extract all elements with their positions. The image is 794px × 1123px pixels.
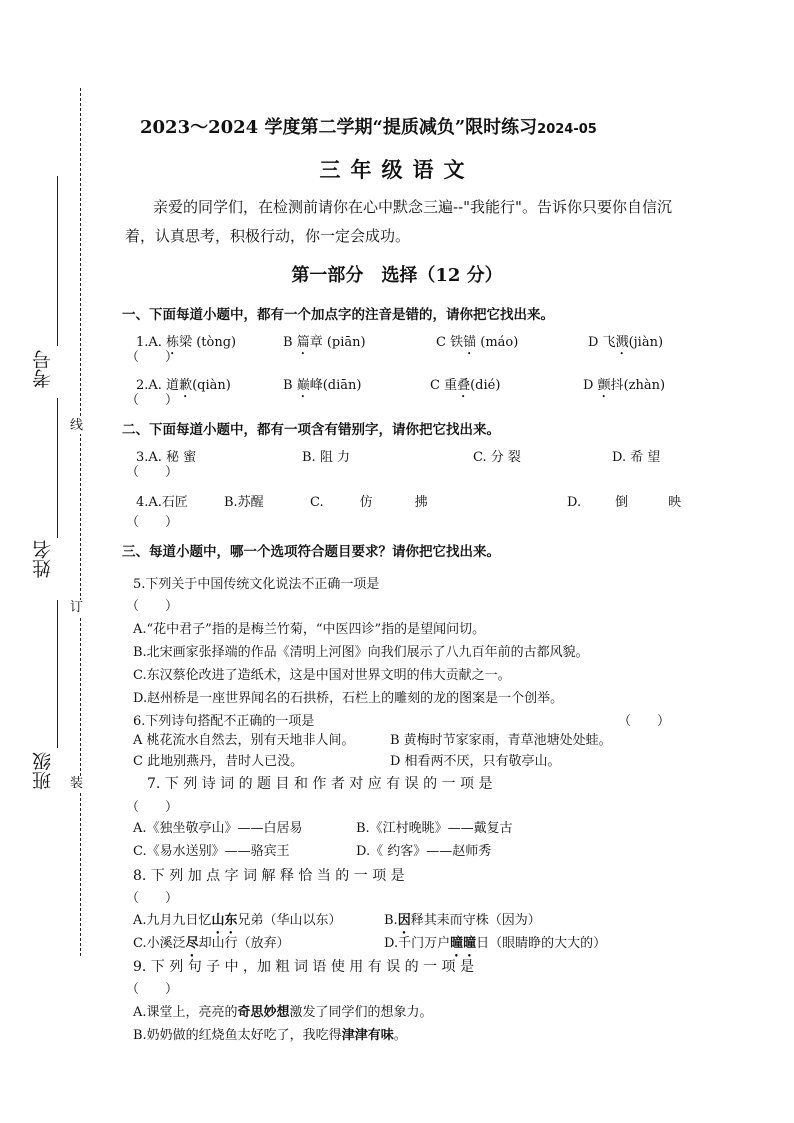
q1-option-d[interactable]: D 飞溅(jiàn) — [588, 335, 664, 350]
subject-title: 三年级语文 — [319, 157, 475, 182]
q7-option-a[interactable]: A.《独坐敬亭山》——白居易 — [133, 821, 303, 836]
q1-option-b[interactable]: B 篇章 (piān) — [283, 335, 366, 350]
q2-option-b[interactable]: B 巅峰(diān) — [283, 378, 362, 393]
q5-option-b[interactable]: B.北宋画家张择端的作品《清明上河图》向我们展示了八九百年前的古都风貌。 — [133, 645, 589, 660]
q9-option-b[interactable]: B.奶奶做的红烧鱼太好吃了，我吃得津津有味。 — [133, 1028, 407, 1043]
q7-option-b[interactable]: B.《江村晚眺》——戴复古 — [356, 821, 513, 836]
q9-option-a[interactable]: A.课堂上，亮亮的奇思妙想激发了同学们的想象力。 — [133, 1005, 433, 1020]
section-3-heading: 三、每道小题中，哪一个选项符合题目要求？请你把它找出来。 — [122, 544, 500, 560]
q6-answer-blank[interactable]: （ ） — [618, 714, 671, 729]
exam-date: 2024-05 — [537, 122, 597, 137]
q7-option-c[interactable]: C.《易水送别》——骆宾王 — [133, 844, 290, 859]
margin-mark-seal: 装 — [70, 776, 84, 791]
q6-option-c[interactable]: C 此地别燕丹，昔时人已没。 — [133, 754, 304, 769]
q6-option-a[interactable]: A 桃花流水自然去，别有天地非人间。 — [133, 733, 355, 748]
q4-option-b[interactable]: B.苏醒 — [224, 495, 264, 510]
class-label: 班级 — [32, 752, 54, 790]
q5-answer-blank[interactable]: （ ） — [126, 599, 179, 614]
q2-option-c[interactable]: C 重叠(dié) — [430, 378, 501, 393]
q8-answer-blank[interactable]: （ ） — [126, 891, 179, 906]
margin-mark-line: 线 — [70, 418, 84, 433]
binding-line — [80, 88, 81, 956]
section-1-heading: 一、下面每道小题中，都有一个加点字的注音是错的，请你把它找出来。 — [122, 307, 554, 323]
q2-answer-blank[interactable]: （ ） — [126, 393, 179, 408]
section-2-heading: 二、下面每道小题中，都有一项含有错别字，请你把它找出来。 — [122, 422, 500, 438]
q4-answer-blank[interactable]: （ ） — [126, 515, 179, 530]
exam-number-label: 考号 — [32, 350, 54, 388]
q8-option-c[interactable]: C.小溪泛尽却山行（放弃） — [133, 936, 290, 951]
q9-stem: 9. 下 列 句 子 中 ，加 粗 词 语 使 用 有 误 的 一 项 是 — [133, 959, 475, 975]
q4-option-d[interactable]: D. 倒 映 — [567, 495, 682, 510]
q2-option-a[interactable]: 2.A. 道歉(qiàn) — [136, 378, 231, 393]
q8-stem: 8. 下 列 加 点 字 词 解 释 恰 当 的 一 项 是 — [133, 868, 405, 884]
q3-option-a[interactable]: 3.A. 秘 蜜 — [136, 450, 197, 465]
q5-option-d[interactable]: D.赵州桥是一座世界闻名的石拱桥，石栏上的雕刻的龙的图案是一个创举。 — [133, 691, 564, 706]
q7-stem: 7. 下 列 诗 词 的 题 目 和 作 者 对 应 有 误 的 一 项 是 — [147, 776, 493, 792]
q3-option-b[interactable]: B. 阻 力 — [302, 450, 350, 465]
name-label: 姓名 — [32, 540, 54, 578]
q8-option-a[interactable]: A.九月九日忆山东兄弟（华山以东） — [133, 913, 342, 928]
name-blank[interactable] — [57, 398, 58, 538]
part-one-title: 第一部分 选择（12 分） — [291, 265, 503, 286]
margin-mark-bind: 订 — [70, 600, 84, 615]
q4-option-a[interactable]: 4.A.石匠 — [136, 495, 188, 510]
q6-option-d[interactable]: D 相看两不厌，只有敬亭山。 — [390, 754, 561, 769]
q8-option-b[interactable]: B.因释其耒而守株（因为） — [384, 913, 541, 928]
q3-option-c[interactable]: C. 分 裂 — [473, 450, 521, 465]
q3-option-d[interactable]: D. 希 望 — [612, 450, 661, 465]
q6-option-b[interactable]: B 黄梅时节家家雨，青草池塘处处蛙。 — [390, 733, 612, 748]
q6-stem: 6.下列诗句搭配不正确的一项是 — [133, 714, 315, 729]
q7-answer-blank[interactable]: （ ） — [126, 800, 179, 815]
q7-option-d[interactable]: D.《 约客》——赵师秀 — [356, 844, 492, 859]
q1-option-a[interactable]: 1.A. 栋梁 (tòng) — [136, 335, 237, 350]
intro-paragraph: 亲爱的同学们，在检测前请你在心中默念三遍--"我能行"。告诉你只要你自信沉着，认真思考，积极行动，你一定会成功。 — [125, 198, 672, 245]
q3-answer-blank[interactable]: （ ） — [126, 465, 179, 480]
q2-option-d[interactable]: D 颤抖(zhàn) — [583, 378, 666, 393]
q4-option-c[interactable]: C. 仿 拂 — [310, 495, 428, 510]
q8-option-d[interactable]: D.千门万户曈曈日（眼睛睁的大大的） — [384, 936, 607, 951]
q1-answer-blank[interactable]: （ ） — [126, 350, 179, 365]
q5-stem: 5.下列关于中国传统文化说法不正确一项是 — [133, 577, 380, 592]
q5-option-c[interactable]: C.东汉蔡伦改进了造纸术，这是中国对世界文明的伟大贡献之一。 — [133, 668, 511, 683]
q9-answer-blank[interactable]: （ ） — [126, 982, 179, 997]
q5-option-a[interactable]: A.“花中君子”指的是梅兰竹菊，“中医四诊”指的是望闻问切。 — [133, 622, 486, 637]
q1-option-c[interactable]: C 铁锚 (máo) — [436, 335, 519, 350]
exam-title: 2023～2024 学度第二学期“提质减负”限时练习2024-05 — [140, 117, 597, 138]
class-blank[interactable] — [57, 600, 58, 748]
